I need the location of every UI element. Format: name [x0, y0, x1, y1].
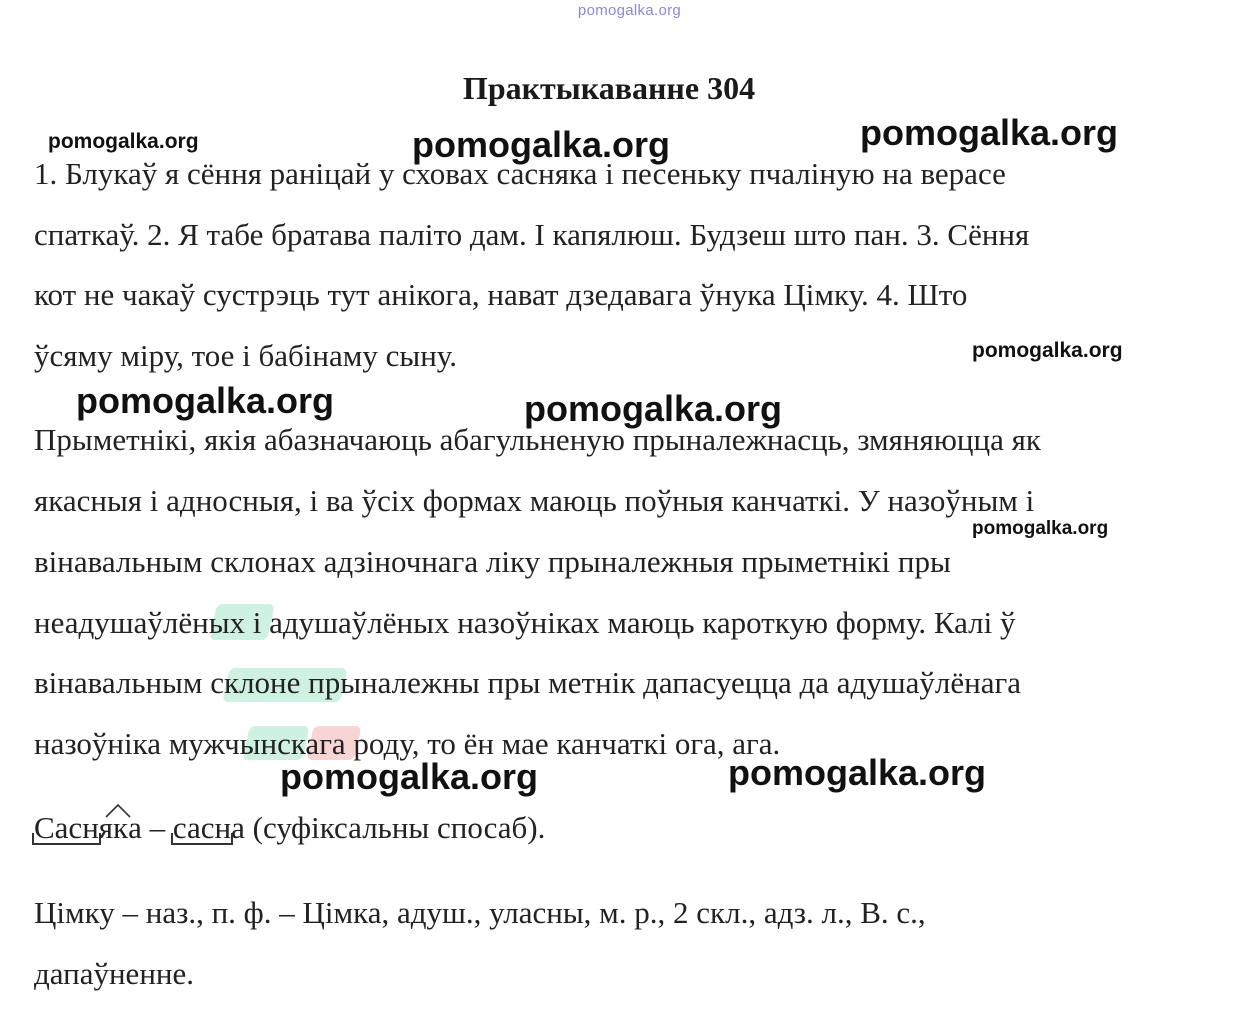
word-root: Сасн: [34, 810, 99, 845]
word-ending: а: [128, 810, 142, 845]
exercise-line: ўсяму міру, тое і бабінаму сыну.: [34, 338, 457, 373]
top-watermark: pomogalka.org: [577, 2, 682, 19]
rule-line: назоўніка мужчынскага роду, то ён мае канчаткі ога, ага.: [34, 726, 781, 761]
exercise-line: кот не чакаў сустрэць тут анікога, нават дзедавага ўнука Цімку. 4. Што: [34, 277, 968, 312]
morph-line: Цімку – наз., п. ф. – Цімка, адуш., уласны, м. р., 2 скл., адз. л., В. с.,: [34, 895, 926, 930]
page-title: Практыкаванне 304: [462, 70, 756, 106]
word-suffix: як: [99, 808, 128, 848]
morph-line: дапаўненне.: [34, 956, 195, 991]
watermark: pomogalka.org: [76, 380, 335, 421]
watermark: pomogalka.org: [972, 339, 1123, 362]
watermark: pomogalka.org: [524, 388, 783, 429]
exercise-line: спаткаў. 2. Я табе братава паліто дам. І капялюш. Будзеш што пан. 3. Сёння: [34, 217, 1030, 252]
rule-line: якасныя і адносныя, і ва ўсіх формах маюць поўныя канчаткі. У назоўным і: [34, 483, 1035, 518]
base-root: сасн: [172, 810, 232, 845]
watermark: pomogalka.org: [280, 756, 539, 797]
watermark: pomogalka.org: [972, 518, 1109, 539]
rule-line: вінавальным склонах адзіночнага ліку прыналежныя прыметнікі пры: [34, 544, 951, 579]
watermark: pomogalka.org: [412, 124, 671, 165]
watermark: pomogalka.org: [860, 112, 1119, 153]
rule-line: вінавальным склоне прыналежны пры метнік дапасуецца да адушаўлёнага: [34, 665, 1021, 700]
dash: –: [141, 810, 173, 845]
root-mark: [171, 833, 233, 845]
root-mark: [32, 833, 101, 845]
suffix-mark: [105, 804, 131, 818]
word-formation-line: [34, 808, 545, 848]
formation-method: (суфіксальны спосаб).: [244, 810, 546, 845]
watermark: pomogalka.org: [48, 130, 199, 153]
rule-line: неадушаўлёных і адушаўлёных назоўніках маюць кароткую форму. Калі ў: [34, 605, 1016, 640]
base-ending: а: [231, 810, 245, 845]
rule-line: Прыметнікі, якія абазначаюць абагульненую прыналежнасць, змяняюцца як: [34, 422, 1041, 457]
watermark: pomogalka.org: [728, 752, 987, 793]
exercise-line: 1. Блукаў я сёння раніцай у сховах сасняка і песеньку пчаліную на верасе: [34, 156, 1006, 191]
